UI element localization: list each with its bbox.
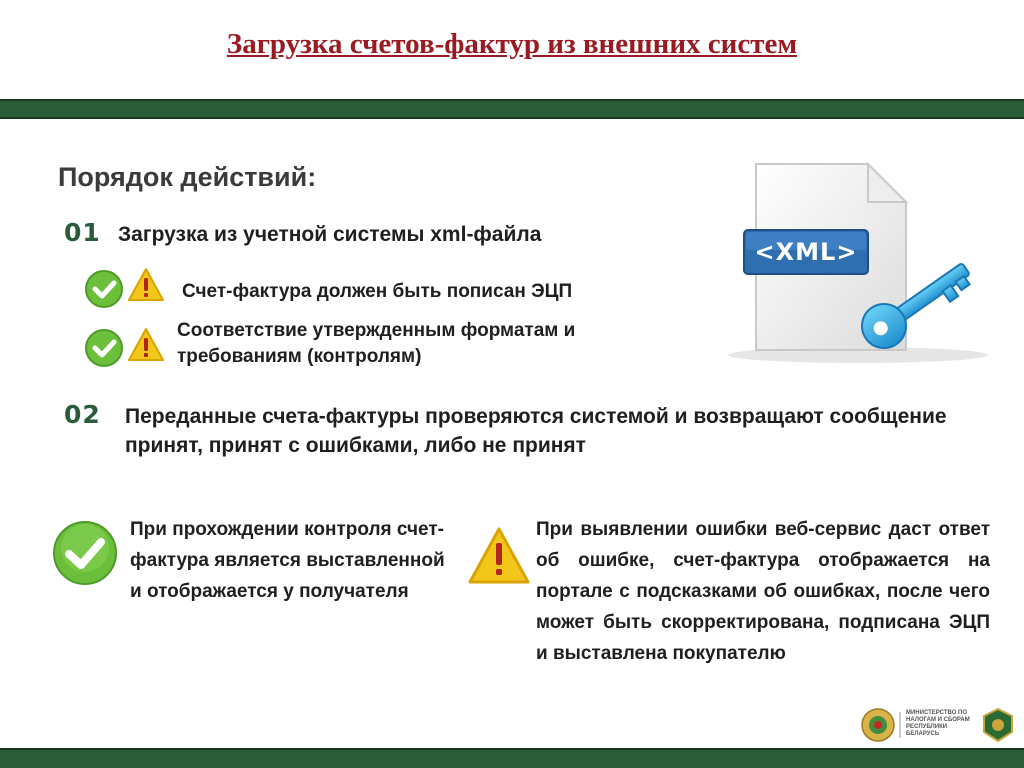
header-band [0,99,1024,119]
warning-icon [126,266,166,309]
xml-file-icon [718,158,998,393]
step-number-01: 01 [64,218,101,247]
requirement-text-1: Счет-фактура должен быть пописан ЭЦП [182,281,573,302]
requirement-text-2: Соответствие утвержденным форматам и требованиям (контролям) [177,320,576,367]
footer-logo [856,706,1016,744]
check-icon [84,269,124,314]
step-number-02: 02 [64,400,101,429]
step-text-01: Загрузка из учетной системы xml-файла [118,223,542,246]
step-text-02: Переданные счета-фактуры проверяются системой и возвращают сообщение принят, принят с ошибками, либо не принят [125,405,947,458]
footer-logo-text: МИНИСТЕРСТВО ПО НАЛОГАМ И СБОРАМ РЕСПУБЛИКИ БЕЛАРУСЬ [906,710,970,737]
warning-icon [126,326,166,369]
large-check-icon [52,520,118,591]
section-heading: Порядок действий: [58,162,317,192]
check-icon [84,328,124,373]
error-box-text: При выявлении ошибки веб-сервис даст ответ об ошибке, счет-фактура отображается на портале с подсказками об ошибках, после чего может быть скорректирована, подписана ЭЦП и выставлена покупателю [536,519,990,664]
footer-band [0,748,1024,768]
page-title: Загрузка счетов-фактур из внешних систем [226,28,798,60]
large-warning-icon [466,525,532,592]
success-box-text: При прохождении контроля счет-фактура является выставленной и отображается у получателя [130,519,445,602]
xml-badge-label: <XML> [754,238,858,266]
